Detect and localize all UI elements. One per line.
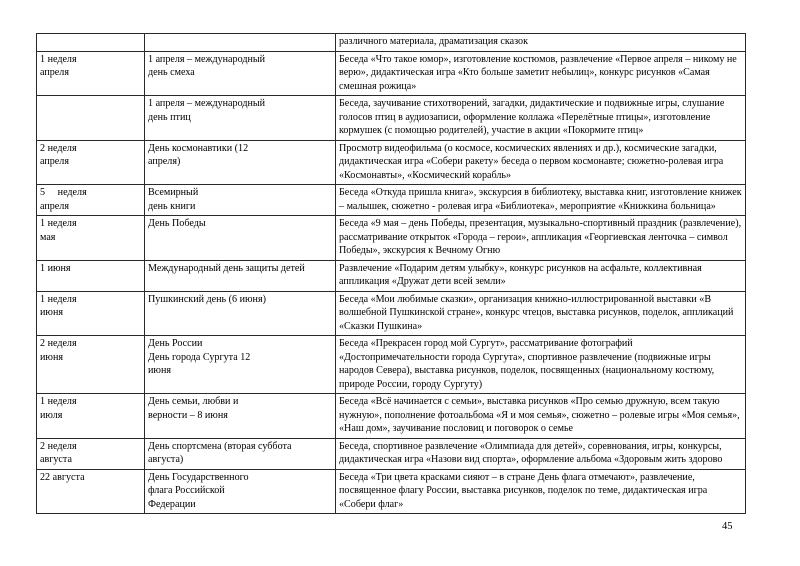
table-row [37,394,746,439]
page-number: 45 [722,521,733,532]
cell-period: 1 неделя июля [37,394,145,439]
cell-period: 5 неделя апреля [37,185,145,216]
cell-activities: различного материала, драматизация сказок [336,34,746,52]
cell-period: 1 неделя июня [37,291,145,336]
cell-period [37,96,145,141]
table-row [37,51,746,96]
table-row [37,185,746,216]
cell-activities: Беседа, заучивание стихотворений, загадки, дидактические и подвижные игры, слушание голосов птиц в аудиозаписи, оформление коллажа «Перелётные птицы», изготовление кормушек (с помощью родителей), участие в акции «Покормите птиц» [336,96,746,141]
cell-period: 2 неделя июня [37,336,145,394]
cell-activities: Беседа «Откуда пришла книга», экскурсия в библиотеку, выставка книг, изготовление книжек – малышек, сюжетно - ролевая игра «Библиотека», мероприятие «Книжкина больница» [336,185,746,216]
cell-period [37,34,145,52]
cell-activities: Беседа «Мои любимые сказки», организация книжно-иллюстрированной выставки «В волшебной Пушкинской стране», конкурс чтецов, выставка рисунков, поделок, аппликаций «Сказки Пушкина» [336,291,746,336]
cell-event: Пушкинский день (6 июня) [145,291,336,336]
events-calendar-table [36,33,746,514]
table-row [37,34,746,52]
cell-event: День семьи, любви и верности – 8 июня [145,394,336,439]
cell-event: День России День города Сургута 12 июня [145,336,336,394]
cell-event: 1 апреля – международный день смеха [145,51,336,96]
cell-activities: Просмотр видеофильма (о космосе, космических явлениях и др.), космические загадки, дидактическая игра «Собери ракету» беседа о первом космонавте; сюжетно-ролевая игра «Космонавты», «Космический корабль» [336,140,746,185]
cell-activities: Беседа, спортивное развлечение «Олимпиада для детей», соревнования, игры, конкурсы, дидактическая игра «Назови вид спорта», оформление альбома «Здоровым жить здорово [336,438,746,469]
table-row [37,291,746,336]
cell-activities: Развлечение «Подарим детям улыбку», конкурс рисунков на асфальте, коллективная аппликация «Дружат дети всей земли» [336,260,746,291]
cell-event: День космонавтики (12 апреля) [145,140,336,185]
cell-event: Международный день защиты детей [145,260,336,291]
cell-event: Всемирный день книги [145,185,336,216]
cell-event [145,34,336,52]
cell-period: 1 июня [37,260,145,291]
table-body [37,34,746,514]
cell-period: 1 неделя мая [37,216,145,261]
cell-period: 2 неделя августа [37,438,145,469]
cell-period: 1 неделя апреля [37,51,145,96]
cell-activities: Беседа «Всё начинается с семьи», выставка рисунков «Про семью дружную, всем такую нужную», пополнение фотоальбома «Я и моя семья», сюжетно – ролевые игры «Моя семья», «Наш дом», заучивание пословиц и поговорок о семье [336,394,746,439]
cell-period: 22 августа [37,469,145,514]
cell-activities: Беседа «9 мая – день Победы, презентация, музыкально-спортивный праздник (развлечение), рассматривание открыток «Города – герои», аппликация «Георгиевская ленточка – символ Победы», экскурсия к Вечному Огню [336,216,746,261]
table-row [37,438,746,469]
table-row [37,140,746,185]
cell-period: 2 неделя апреля [37,140,145,185]
table-row [37,96,746,141]
table-row [37,469,746,514]
table-row [37,216,746,261]
cell-event: День Государственного флага Российской Федерации [145,469,336,514]
table-row [37,260,746,291]
cell-event: 1 апреля – международный день птиц [145,96,336,141]
table-row [37,336,746,394]
cell-event: День спортсмена (вторая суббота августа) [145,438,336,469]
cell-activities: Беседа «Что такое юмор», изготовление костюмов, развлечение «Первое апреля – никому не верю», дидактическая игра «Кто больше заметит небылиц», конкурс рисунков «Самая смешная рожица» [336,51,746,96]
cell-activities: Беседа «Прекрасен город мой Сургут», рассматривание фотографий «Достопримечательности города Сургута», спортивное развлечение (подвижные игры народов Севера), выставка рисунков, поделок, посвященных (национальному костюму, природе России, городу Сургуту) [336,336,746,394]
cell-event: День Победы [145,216,336,261]
cell-activities: Беседа «Три цвета красками сияют – в стране День флага отмечают», развлечение, посвященное флагу России, выставка рисунков, поделок по теме, дидактическая игра «Собери флаг» [336,469,746,514]
